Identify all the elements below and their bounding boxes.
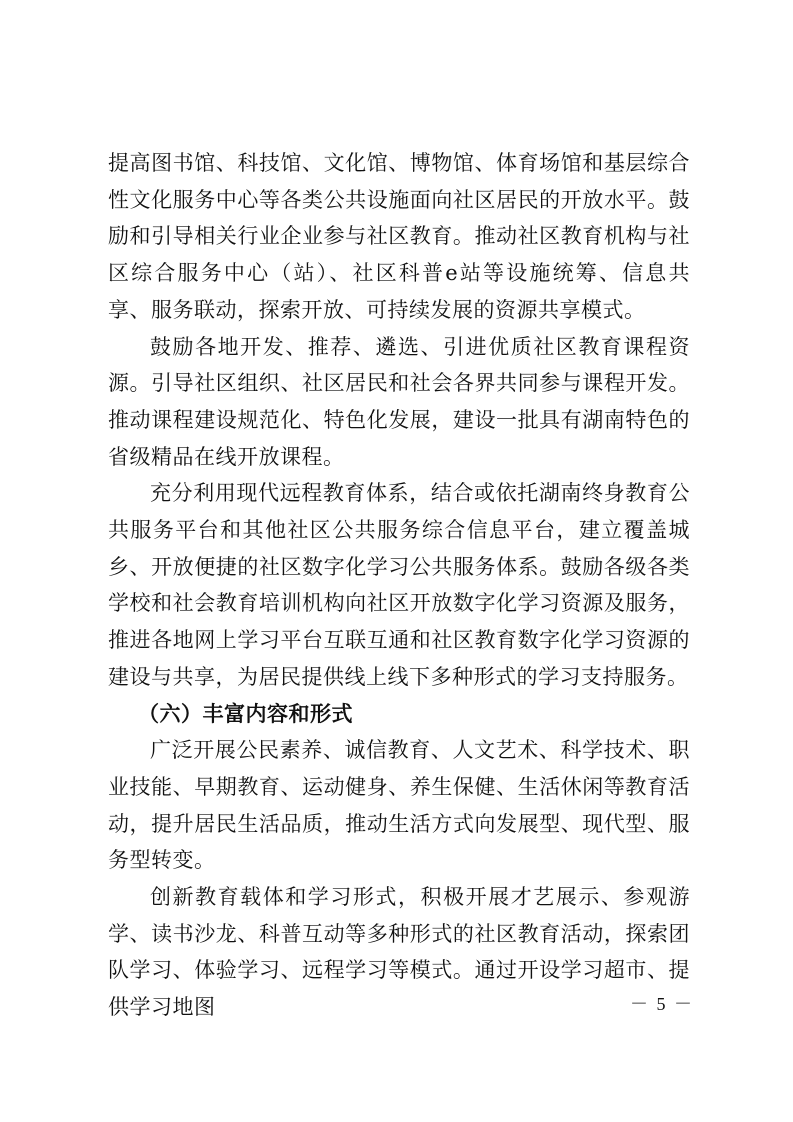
- paragraph-learning-forms: 创新教育载体和学习形式，积极开展才艺展示、参观游学、读书沙龙、科普互动等多种形式的社区教育活动，探索团队学习、体验学习、远程学习等模式。通过开设学习超市、提供学习地图: [108, 885, 690, 1020]
- paragraph-continuation: 提高图书馆、科技馆、文化馆、博物馆、体育场馆和基层综合性文化服务中心等各类公共设施面向社区居民的开放水平。鼓励和引导相关行业企业参与社区教育。推动社区教育机构与社区综合服务中心（站）、社区科普e站等设施统筹、信息共享、服务联动，探索开放、可持续发展的资源共享模式。: [108, 151, 690, 322]
- paragraph-digital-learning: 充分利用现代远程教育体系，结合或依托湖南终身教育公共服务平台和其他社区公共服务综合信息平台，建立覆盖城乡、开放便捷的社区数字化学习公共服务体系。鼓励各级各类学校和社会教育培训机构向社区开放数字化学习资源及服务，推进各地网上学习平台互联互通和社区教育数字化学习资源的建设与共享，为居民提供线上线下多种形式的学习支持服务。: [108, 481, 690, 689]
- paragraph-course-resources: 鼓励各地开发、推荐、遴选、引进优质社区教育课程资源。引导社区组织、社区居民和社会各界共同参与课程开发。推动课程建设规范化、特色化发展，建设一批具有湖南特色的省级精品在线开放课程。: [108, 334, 690, 469]
- page-number: － 5 －: [630, 994, 694, 1014]
- paragraph-education-activities: 广泛开展公民素养、诚信教育、人文艺术、科学技术、职业技能、早期教育、运动健身、养生保健、生活休闲等教育活动，提升居民生活品质，推动生活方式向发展型、现代型、服务型转变。: [108, 738, 690, 873]
- section-heading: （六）丰富内容和形式: [138, 700, 353, 726]
- document-body: [108, 145, 690, 1026]
